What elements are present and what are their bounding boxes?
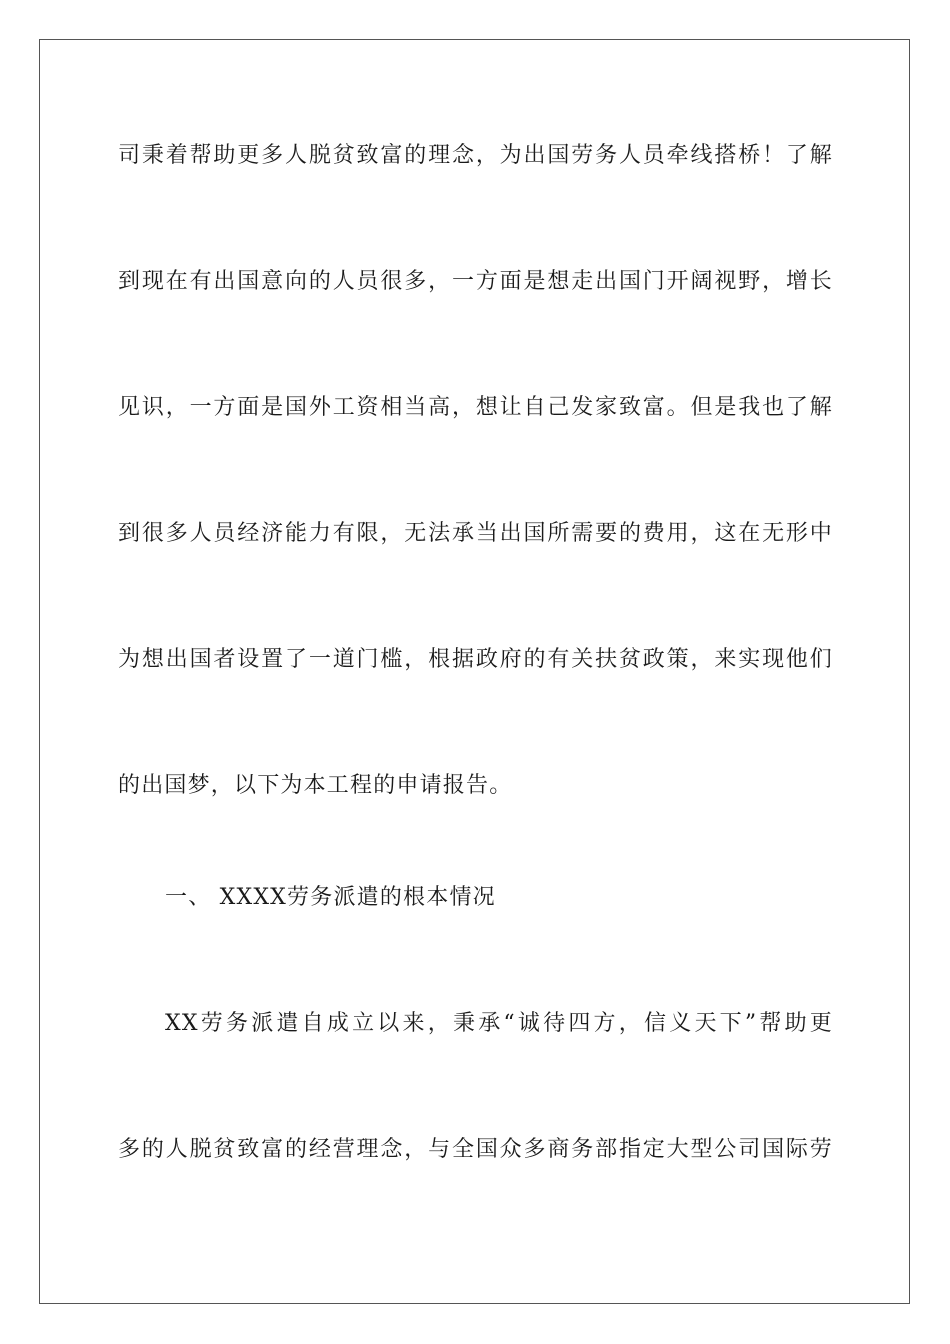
paragraph-2-line-1: XX劳务派遣自成立以来，秉承“诚待四方，信义天下”帮助更 <box>165 1011 833 1036</box>
paragraph-1-line-3: 见识，一方面是国外工资相当高，想让自己发家致富。但是我也了解 <box>118 395 833 420</box>
paragraph-1-line-6: 的出国梦，以下为本工程的申请报告。 <box>118 773 513 798</box>
paragraph-2-line-2: 多的人脱贫致富的经营理念，与全国众多商务部指定大型公司国际劳 <box>118 1137 833 1162</box>
paragraph-1-line-5: 为想出国者设置了一道门槛，根据政府的有关扶贫政策，来实现他们 <box>118 647 833 672</box>
section-heading: 一、 XXXX劳务派遣的根本情况 <box>165 885 496 910</box>
paragraph-1-line-1: 司秉着帮助更多人脱贫致富的理念，为出国劳务人员牵线搭桥！了解 <box>118 143 833 168</box>
paragraph-1-line-2: 到现在有出国意向的人员很多，一方面是想走出国门开阔视野，增长 <box>118 269 833 294</box>
paragraph-1-line-4: 到很多人员经济能力有限，无法承当出国所需要的费用，这在无形中 <box>118 521 833 546</box>
